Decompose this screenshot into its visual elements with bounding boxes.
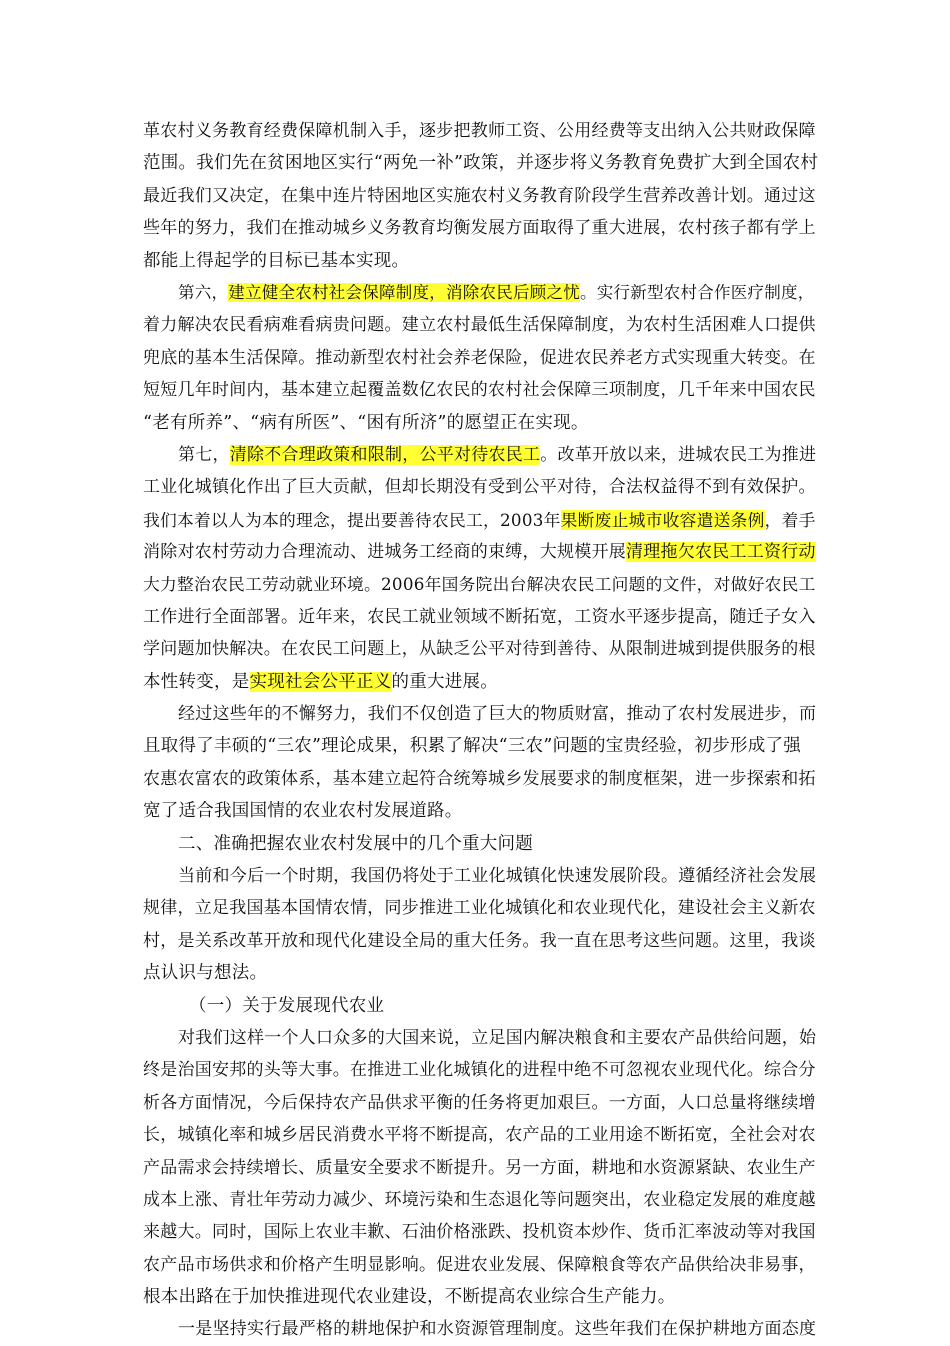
text-line: 根本出路在于加快推进现代农业建设，不断提高农业综合生产能力。 bbox=[143, 1287, 676, 1308]
document-body bbox=[143, 115, 823, 1346]
text-line: 工业化城镇化作出了巨大贡献，但却长期没有受到公平对待，合法权益得不到有效保护。 bbox=[143, 477, 816, 498]
text-line bbox=[143, 439, 823, 471]
text-line: 成本上涨、青壮年劳动力减少、环境污染和生态退化等问题突出，农业稳定发展的难度越 bbox=[143, 1189, 816, 1210]
subsection-heading: （一）关于发展现代农业 bbox=[189, 995, 385, 1016]
text-line: 农惠农富农的政策体系，基本建立起符合统筹城乡发展要求的制度框架，进一步探索和拓 bbox=[143, 768, 816, 789]
highlighted-text: 建立健全农村社会保障制度，消除农民后顾之忧 bbox=[228, 282, 580, 302]
text-line: 析各方面情况，今后保持农产品供求平衡的任务将更加艰巨。一方面，人口总量将继续增 bbox=[143, 1092, 816, 1113]
text-line: 些年的努力，我们在推动城乡义务教育均衡发展方面取得了重大进展，农村孩子都有学上 bbox=[143, 218, 816, 239]
text-line: 经过这些年的不懈努力，我们不仅创造了巨大的物质财富，推动了农村发展进步，而 bbox=[178, 704, 817, 725]
text-line bbox=[143, 666, 823, 698]
text-line: 着力解决农民看病难看病贵问题。建立农村最低生活保障制度，为农村生活困难人口提供 bbox=[143, 315, 816, 336]
text-line: 一是坚持实行最严格的耕地保护和水资源管理制度。这些年我们在保护耕地方面态度 bbox=[178, 1319, 817, 1340]
text-line: 产品需求会持续增长、质量安全要求不断提升。另一方面，耕地和水资源紧缺、农业生产 bbox=[143, 1157, 816, 1178]
text-line: 革农村义务教育经费保障机制入手，逐步把教师工资、公用经费等支出纳入公共财政保障 bbox=[143, 121, 816, 141]
text-line: 规律，立足我国基本国情农情，同步推进工业化城镇化和农业现代化，建设社会主义新农 bbox=[143, 898, 816, 919]
text-run: ，着手 bbox=[764, 509, 816, 530]
text-line: 对我们这样一个人口众多的大国来说，立足国内解决粮食和主要农产品供给问题，始 bbox=[178, 1027, 817, 1048]
text-line: 当前和今后一个时期，我国仍将处于工业化城镇化快速发展阶段。遵循经济社会发展 bbox=[178, 865, 817, 886]
text-line: 宽了适合我国国情的农业农村发展道路。 bbox=[143, 801, 463, 822]
text-run: 第六， bbox=[178, 282, 229, 302]
text-line bbox=[143, 536, 823, 568]
highlighted-text: 清除不合理政策和限制，公平对待农民工 bbox=[229, 444, 541, 465]
text-line: 最近我们又决定，在集中连片特困地区实施农村义务教育阶段学生营养改善计划。通过这 bbox=[143, 185, 816, 206]
text-line: 范围。我们先在贫困地区实行“两免一补”政策，并逐步将义务教育免费扩大到全国农村 bbox=[143, 153, 819, 174]
highlighted-text: 实现社会公平正义 bbox=[249, 671, 392, 692]
text-run: 消除对农村劳动力合理流动、进城务工经商的束缚，大规模开展 bbox=[143, 542, 626, 563]
text-line: 兜底的基本生活保障。推动新型农村社会养老保险，促进农民养老方式实现重大转变。在 bbox=[143, 347, 816, 368]
text-line: 农产品市场供求和价格产生明显影响。促进农业发展、保障粮食等农产品供给决非易事， bbox=[143, 1254, 816, 1275]
highlighted-text: 清理拖欠农民工工资行动 bbox=[626, 542, 816, 563]
text-line bbox=[143, 504, 823, 536]
text-line: 终是治国安邦的头等大事。在推进工业化城镇化的进程中绝不可忽视农业现代化。综合分 bbox=[143, 1060, 816, 1081]
text-run: 第七， bbox=[178, 444, 230, 465]
text-line: 村，是关系改革开放和现代化建设全局的重大任务。我一直在思考这些问题。这里，我谈 bbox=[143, 930, 816, 951]
highlighted-text: 果断废止城市收容遣送条例 bbox=[560, 509, 765, 530]
section-heading: 二、准确把握农业农村发展中的几个重大问题 bbox=[178, 833, 533, 854]
text-run: 我们本着以人为本的理念，提出要善待农民工，2003年 bbox=[143, 509, 561, 530]
text-run: 本性转变，是 bbox=[143, 671, 250, 692]
text-line: 长，城镇化率和城乡居民消费水平将不断提高，农产品的工业用途不断拓宽，全社会对农 bbox=[143, 1125, 816, 1146]
text-line: 都能上得起学的目标已基本实现。 bbox=[143, 250, 410, 271]
text-line: 短短几年时间内，基本建立起覆盖数亿农民的农村社会保障三项制度，几千年来中国农民 bbox=[143, 380, 816, 401]
text-line: 大力整治农民工劳动就业环境。2006年国务院出台解决农民工问题的文件，对做好农民工 bbox=[143, 574, 816, 595]
text-line: 学问题加快解决。在农民工问题上，从缺乏公平对待到善待、从限制进城到提供服务的根 bbox=[143, 639, 816, 660]
text-line: 且取得了丰硕的“三农”理论成果，积累了解决“三农”问题的宝贵经验，初步形成了强 bbox=[143, 736, 802, 757]
text-line: 工作进行全面部署。近年来，农民工就业领域不断拓宽，工资水平逐步提高，随迁子女入 bbox=[143, 606, 816, 627]
text-run: 。改革开放以来，进城农民工为推进 bbox=[540, 444, 817, 465]
text-line: 来越大。同时，国际上农业丰歉、石油价格涨跌、投机资本炒作、货币汇率波动等对我国 bbox=[143, 1222, 816, 1243]
text-line: 点认识与想法。 bbox=[143, 963, 268, 984]
text-run: 的重大进展。 bbox=[391, 671, 498, 692]
text-line: “老有所养”、“病有所医”、“困有所济”的愿望正在实现。 bbox=[143, 412, 589, 433]
text-line bbox=[143, 277, 823, 309]
text-run: 。实行新型农村合作医疗制度， bbox=[580, 282, 815, 302]
